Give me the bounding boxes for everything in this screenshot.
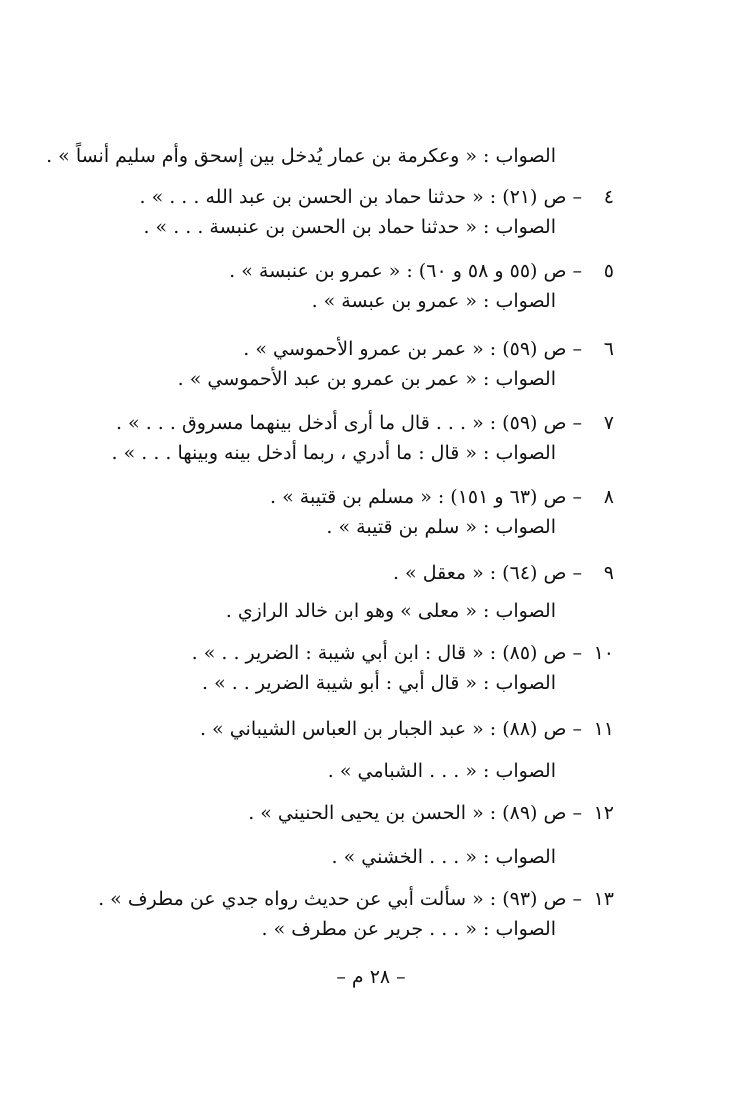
entry-number: ١١ <box>593 718 614 740</box>
correction-line: الصواب : « عمرو بن عبسة » . <box>311 290 556 312</box>
correction-line: الصواب : « معلى » وهو ابن خالد الرازي . <box>225 600 556 622</box>
correction-line: الصواب : « سلم بن قتيبة » . <box>326 516 556 538</box>
error-line: – ص (٥٩) : « . . . قال ما أرى أدخل بينهما مسروق . . . » . <box>115 412 582 434</box>
correction-line: الصواب : « . . . الشبامي » . <box>327 760 556 782</box>
error-line: – ص (٨٨) : « عبد الجبار بن العباس الشيباني » . <box>199 718 582 740</box>
correction-line: الصواب : « قال أبي : أبو شيبة الضرير . . » . <box>201 672 556 694</box>
entry-number: ٤ <box>603 186 614 208</box>
correction-line: الصواب : « قال : ما أدري ، ربما أدخل بينه وبينها . . . » . <box>111 442 556 464</box>
error-line: – ص (٨٥) : « قال : ابن أبي شيبة : الضرير . . » . <box>191 642 582 664</box>
entry-number: ١٣ <box>593 888 614 910</box>
entry-number: ٨ <box>603 486 614 508</box>
error-line: – ص (٩٣) : « سألت أبي عن حديث رواه جدي عن مطرف » . <box>98 888 582 910</box>
error-line: – ص (٦٣ و ١٥١) : « مسلم بن قتيبة » . <box>270 486 582 508</box>
correction-line: الصواب : « عمر بن عمرو بن عبد الأحموسي » . <box>177 368 556 390</box>
correction-line: الصواب : « . . . جرير عن مطرف » . <box>261 918 556 940</box>
entry-number: ٦ <box>603 338 614 360</box>
error-line: – ص (٥٥ و ٥٨ و ٦٠) : « عمرو بن عنبسة » . <box>229 260 582 282</box>
correction-line: الصواب : « . . . الخشني » . <box>331 846 556 868</box>
error-line: – ص (٢١) : « حدثنا حماد بن الحسن بن عبد الله . . . » . <box>139 186 582 208</box>
entry-number: ١٢ <box>593 802 614 824</box>
correction-line: الصواب : « وعكرمة بن عمار يُدخل بين إسحق وأم سليم أنساً » . <box>46 145 556 167</box>
error-line: – ص (٦٤) : « معقل » . <box>392 562 582 584</box>
entry-number: ١٠ <box>593 642 614 664</box>
error-line: – ص (٥٩) : « عمر بن عمرو الأحموسي » . <box>243 338 582 360</box>
entry-number: ٩ <box>603 562 614 584</box>
error-line: – ص (٨٩) : « الحسن بن يحيى الحنيني » . <box>248 802 582 824</box>
entry-number: ٥ <box>603 260 614 282</box>
page-number: – ٢٨ م – <box>336 966 406 988</box>
entry-number: ٧ <box>603 412 614 434</box>
correction-line: الصواب : « حدثنا حماد بن الحسن بن عنبسة . . . » . <box>143 216 556 238</box>
